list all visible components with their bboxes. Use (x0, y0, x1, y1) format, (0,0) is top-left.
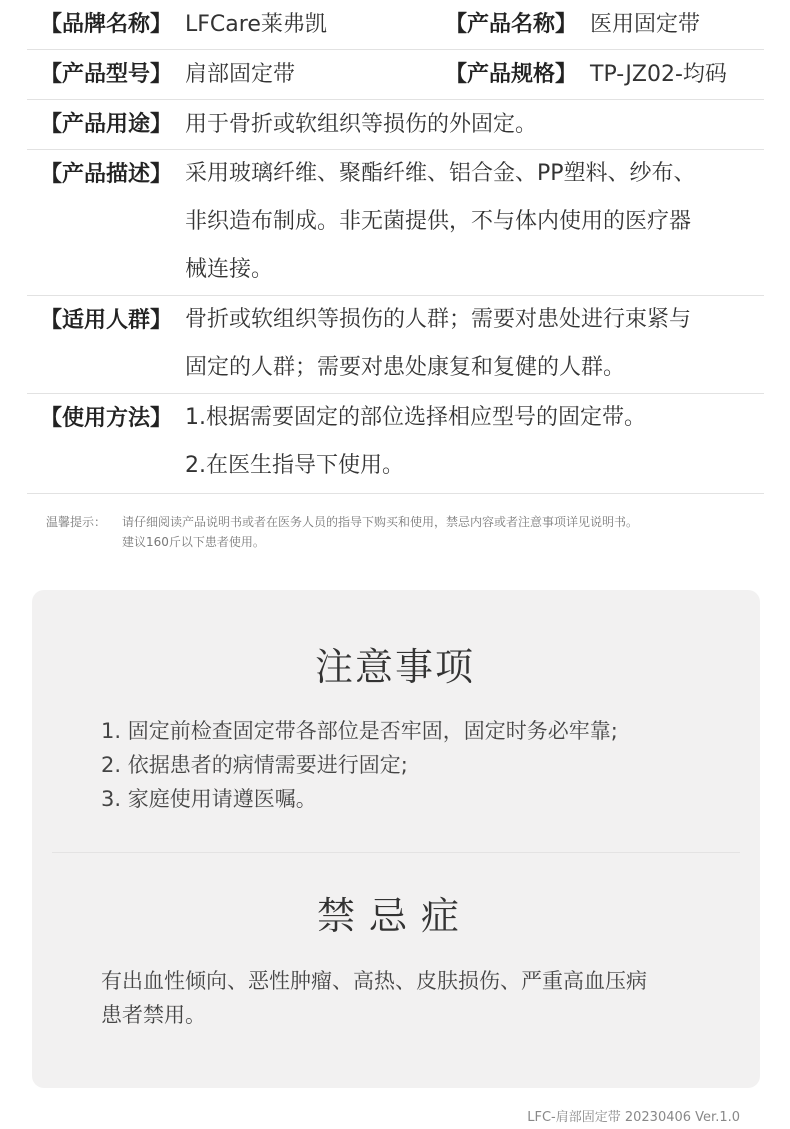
spec-row-target-people (27, 296, 764, 394)
spec-table (27, 0, 764, 494)
warm-tip-label: 温馨提示： (46, 515, 107, 529)
usage-method-line: 2.在医生指导下使用。 (185, 453, 404, 478)
description-line: 非织造布制成。非无菌提供，不与体内使用的医疗器 (185, 209, 692, 234)
contraindications-title: 禁忌症 (316, 894, 473, 938)
spec-label: 【产品规格】 (445, 62, 578, 87)
target-people-label: 【适用人群】 (40, 308, 173, 333)
description-line: 采用玻璃纤维、聚酯纤维、铝合金、PP塑料、纱布、 (185, 161, 696, 186)
spec-value: TP-JZ02-均码 (590, 62, 727, 87)
warm-tip-line: 请仔细阅读产品说明书或者在医务人员的指导下购买和使用，禁忌内容或者注意事项详见说明书。 (122, 515, 639, 529)
notes-item: 1. 固定前检查固定带各部位是否牢固，固定时务必牢靠; (101, 719, 618, 743)
notes-item: 2. 依据患者的病情需要进行固定; (101, 753, 408, 777)
notes-item: 3. 家庭使用请遵医嘱。 (101, 787, 317, 811)
warm-tip (46, 512, 766, 552)
usage-method-value (185, 394, 764, 490)
usage-method-line: 1.根据需要固定的部位选择相应型号的固定带。 (185, 405, 646, 430)
version-footer: LFC-肩部固定带 20230406 Ver.1.0 (527, 1110, 740, 1125)
spec-row-description (27, 150, 764, 296)
contraindications-line: 患者禁用。 (101, 1003, 206, 1027)
usage-method-label: 【使用方法】 (40, 406, 173, 431)
contraindications-line: 有出血性倾向、恶性肿瘤、高热、皮肤损伤、严重高血压病 (101, 969, 647, 993)
contraindications-text (101, 964, 647, 1032)
brand-label: 【品牌名称】 (40, 12, 173, 37)
target-people-line: 骨折或软组织等损伤的人群；需要对患处进行束紧与 (185, 307, 692, 332)
warm-tip-line: 建议160斤以下患者使用。 (122, 535, 265, 549)
spec-row-usage-method (27, 394, 764, 494)
spec-row-usage (27, 100, 764, 150)
warm-tip-body (122, 512, 766, 552)
target-people-line: 固定的人群；需要对患处康复和复健的人群。 (185, 355, 626, 380)
usage-line: 用于骨折或软组织等损伤的外固定。 (185, 112, 538, 137)
model-label: 【产品型号】 (40, 62, 173, 87)
panel-divider (52, 852, 740, 853)
model-value: 肩部固定带 (185, 62, 296, 87)
target-people-value (185, 296, 764, 392)
product-name-value: 医用固定带 (590, 12, 701, 37)
notes-title: 注意事项 (314, 645, 475, 689)
description-label: 【产品描述】 (40, 162, 173, 187)
brand-value: LFCare莱弗凯 (185, 12, 327, 37)
usage-label: 【产品用途】 (40, 112, 173, 137)
notes-list (101, 714, 618, 816)
description-value (185, 150, 764, 294)
spec-row-model (27, 50, 764, 100)
description-line: 械连接。 (185, 257, 274, 282)
usage-value (185, 100, 764, 149)
spec-row-brand (27, 0, 764, 50)
product-name-label: 【产品名称】 (445, 12, 578, 37)
